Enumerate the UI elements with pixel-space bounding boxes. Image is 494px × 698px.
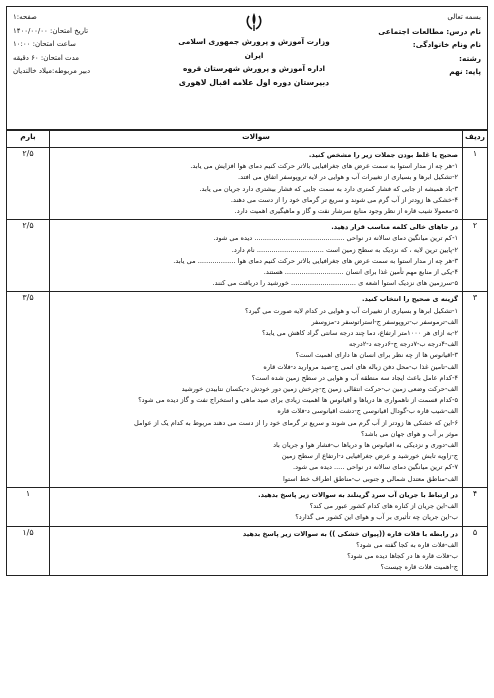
page-number: صفحه:۱ <box>13 13 37 21</box>
exam-header <box>6 6 488 130</box>
question-body <box>50 487 463 526</box>
field-label: رشته: <box>459 53 481 63</box>
question-score: ۱/۵ <box>7 526 50 576</box>
question-line: ۴-یکی از منابع مهم تأمین غذا برای انسان ............................ هستند. <box>263 268 458 277</box>
question-line: ۳-اقیانوس ها از چه نظر برای انسان ها دارای اهمیت است؟ <box>295 351 458 360</box>
question-score: ۲/۵ <box>7 148 50 220</box>
questions-table <box>6 130 488 576</box>
question-line: صحیح یا غلط بودن جملات زیر را مشخص کنید. <box>308 151 458 159</box>
header-left <box>13 11 165 79</box>
question-row <box>7 292 488 487</box>
question-line: ۵-معمولا شیب قاره از نظر وجود منابع سرشار نفت و گاز و ماهیگیری اهمیت دارد. <box>234 207 458 216</box>
question-body <box>50 220 463 292</box>
question-line: ۴-کدام عامل باعث ایجاد سه منطقه آب و هوایی در سطح زمین شده است؟ <box>251 373 458 382</box>
question-line: الف-این جریان از کناره های کدام کشور عبور می کند؟ <box>309 502 458 511</box>
question-line: ۴-خشکی ها زودتر از آب گرم می شوند و سریع تر گرمای خود را از دست می دهند. <box>230 195 458 204</box>
question-row <box>7 487 488 526</box>
header-bismillah: بسمه تعالی <box>447 13 481 21</box>
student-name-label: نام ونام خانوادگی: <box>412 40 481 49</box>
question-score: ۱ <box>7 487 50 526</box>
question-line: ج-زاویه تابش خورشید و عرض جغرافیایی د-ارتفاع از سطح زمین <box>281 452 458 461</box>
header-right <box>331 11 481 79</box>
question-line: در جاهای خالی کلمه مناسب قرار دهید. <box>331 223 458 232</box>
question-line: ۲-پایین ترین لایه ، که نزدیک به سطح زمین است ................................ نام دارد. <box>231 245 458 254</box>
question-number: ۱ <box>463 148 488 220</box>
question-row <box>7 220 488 292</box>
grade-label: پایه: نهم <box>449 67 481 76</box>
table-header-row <box>7 131 488 148</box>
question-line: ۲-تشکیل ابرها و بسیاری از تغییرات آب و هوایی در لایه تروپوسفر اتفاق می افتد. <box>238 173 458 182</box>
question-line: ب-فلات قاره ها در کجاها دیده می شود؟ <box>347 551 458 560</box>
question-line: الف-۴درجه ب-۷درجه ج-۶درجه د-۲درجه <box>348 340 458 349</box>
ministry-name: وزارت آموزش و پرورش جمهوری اسلامی ایران <box>178 37 330 60</box>
subject-label: نام درس: مطالعات اجتماعی <box>378 26 481 36</box>
question-line: الف-شیب قاره ب-گودال اقیانوسی ج-دشت اقیانوسی د-فلات قاره <box>277 407 458 416</box>
question-line: الف-مناطق معتدل شمالی و جنوبی ب-مناطق اطراف خط استوا <box>282 474 458 483</box>
question-line: ۳-باد همیشه از جایی که فشار کمتری دارد به سمت جایی که فشار بیشتری دارد جریان می یابد. <box>199 184 458 193</box>
exam-duration: مدت امتحان: ۶۰ دقیقه <box>13 53 80 62</box>
question-body <box>50 292 463 487</box>
question-line: در رابطه با فلات قاره ((پیوان خشکی )) به سوالات زیر پاسخ بدهید <box>242 529 458 538</box>
question-row <box>7 526 488 576</box>
question-number: ۳ <box>463 292 488 487</box>
question-number: ۲ <box>463 220 488 292</box>
question-line: الف-فلات قاره به کجا گفته می شود؟ <box>356 540 458 549</box>
col-row-header: ردیف <box>463 131 488 148</box>
exam-time: ساعت امتحان: ۱۰:۰۰ <box>13 40 76 48</box>
header-center <box>169 11 339 89</box>
question-score: ۳/۵ <box>7 292 50 487</box>
question-line: ب-این جریان چه تأثیری بر آب و هوای این کشور می گذارد؟ <box>295 513 458 522</box>
question-body <box>50 526 463 576</box>
question-line: ۷-کم ترین میانگین دمای سالانه در نواحی ..... دیده می شود. <box>293 463 458 472</box>
question-line: در ارتباط با جریان آب سرد گرینلند به سوالات زیر پاسخ بدهید. <box>258 490 458 499</box>
iran-emblem-icon <box>243 11 265 33</box>
question-number: ۵ <box>463 526 488 576</box>
question-line: الف-تامین غذا ب-محل دفن زباله های اتمی ج-صید مروارید د-فلات قاره <box>263 362 458 371</box>
question-line: ۱-تشکیل ابرها و بسیاری از تغییرات آب و هوایی در کدام لایه صورت می گیرد؟ <box>244 306 458 315</box>
question-score: ۲/۵ <box>7 220 50 292</box>
teacher-name: دبیر مربوطه:میلاد خالندیان <box>13 67 91 75</box>
education-office: اداره آموزش و پرورش شهرستان قروه <box>182 64 326 73</box>
col-score-header: بارم <box>7 131 50 148</box>
col-questions-header: سوالات <box>50 131 463 148</box>
exam-date: تاریخ امتحان: ۱۴۰۰/۰۰/۰۰ <box>13 26 89 35</box>
question-line: ۳-هر چه از مدار استوا به سمت عرض های جغرافیایی بالاتر حرکت کنیم دمای هوا .................. می یابد. <box>173 256 458 265</box>
question-line: ج-اهمیت فلات قاره چیست؟ <box>380 563 458 572</box>
question-number: ۴ <box>463 487 488 526</box>
question-line: ۵-کدام قسمت از ناهمواری ها دریاها و اقیانوس ها اهمیت زیادی برای صید ماهی و استخراج نفت و گاز دیده می شود؟ <box>138 396 458 405</box>
question-body <box>50 148 463 220</box>
school-name: دبیرستان دوره اول علامه اقبال لاهوری <box>178 77 330 87</box>
question-line: ۱-هر چه از مدار استوا به سمت عرض های جغرافیایی بالاتر حرکت کنیم دمای هوا افزایش می یابد. <box>190 162 458 171</box>
question-line: ۵-سرزمین های نزدیک استوا اشعه ی ............................... خورشید را دریافت می کنند. <box>212 279 458 288</box>
question-line: الف-دوری و نزدیکی به اقیانوس ها و دریاها ب-فشار هوا و جریان باد <box>273 441 458 450</box>
question-line: ۱-کم ترین میانگین دمای سالانه در نواحی ........................................... دیده می شود. <box>213 234 458 243</box>
question-line: ۶-این که خشکی ها زودتر از آب گرم می شوند و سریع تر گرمای خود را از دست می دهند مربوط به کدام یک از عوامل <box>134 418 458 427</box>
question-line: الف-ترموسفر ب-تروپوسفر ج-استراتوسفر د-مزوسفر <box>311 317 458 326</box>
question-line: الف-حرکت وضعی زمین ب-حرکت انتقالی زمین ج-چرخش زمین دور خودش د-یکسان نتابیدن خورشید <box>181 385 458 394</box>
question-line: ۲-به ازای هر ۱۰۰۰متر ارتفاع، دما چند درجه سانتی گراد کاهش می یابد؟ <box>261 329 458 338</box>
question-line: موثر بر آب و هوای جهان می باشد؟ <box>361 429 458 438</box>
question-line: گزینه ی صحیح را انتخاب کنید. <box>361 295 458 304</box>
question-row <box>7 148 488 220</box>
